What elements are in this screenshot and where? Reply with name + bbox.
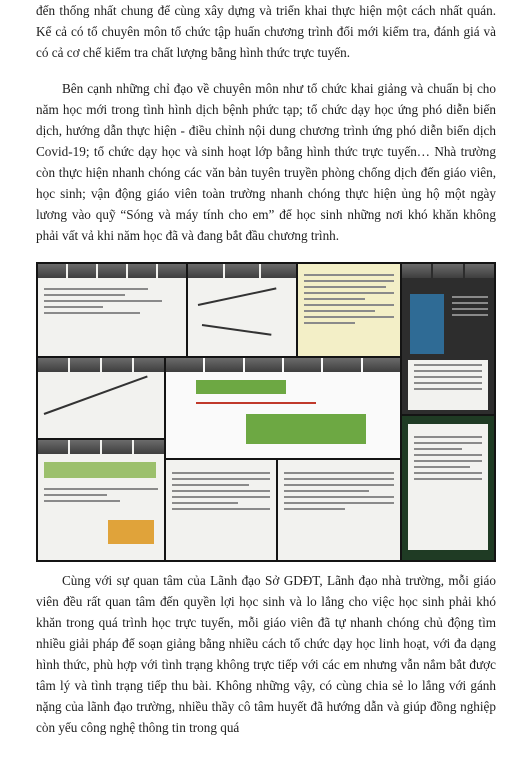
paragraph-teachers: Cùng với sự quan tâm của Lãnh đạo Sở GDĐT, Lãnh đạo nhà trường, mỗi giáo viên đều rất quan tâm đến quyền lợi học sinh và lo lắng cho việc học sinh phải khó khăn trong quá trình học trực tuyến, mỗi giáo viên đã tự nhanh chóng chủ động tìm nhiều giải pháp để soạn giảng bằng nhiều cách tổ chức dạy học linh hoạt, với đa dạng hình thức, phù hợp với tình trạng không trực tiếp với các em nhưng vẫn nắm bắt được tâm lý và tình trạng tiếp thu bài. Không những vậy, có cùng chia sẻ lo lắng với gánh nặng của lãnh đạo trường, nhiều thầy cô tâm huyết đã hướng dẫn và giúp đồng nghiệp còn yếu công nghệ thông tin trong quá xyxy=(36,573,496,735)
concept-slide-screenshot xyxy=(166,358,400,458)
tablet-call-screenshot xyxy=(402,416,494,560)
document-slide-screenshot xyxy=(278,460,400,560)
handwriting-screenshot xyxy=(188,264,296,356)
math-slide-screenshot xyxy=(38,358,164,438)
quiz-slide-screenshot xyxy=(38,440,164,560)
online-teaching-screenshot-collage xyxy=(36,262,496,562)
paragraph-directives: Bên cạnh những chỉ đạo về chuyên môn như tổ chức khai giảng và chuẩn bị cho năm học mới trong tình hình dịch bệnh phức tạp; tổ chức dạy học ứng phó diễn biến dịch, hướng dẫn thực hiện - điều chỉnh nội dung chương trình ứng phó diễn biến dịch Covid-19; tổ chức dạy học và sinh hoạt lớp bằng hình thức trực tuyến… Nhà trường còn thực hiện nhanh chóng các văn bản tuyên truyền phòng chống dịch đến giáo viên, học sinh; vận động giáo viên toàn trường nhanh chóng thực hiện ủng hộ một ngày lương vào quỹ “Sóng và máy tính cho em” để học sinh những nơi khó khăn không phải vất vả khi năm học đã và đang bắt đầu chương trình. xyxy=(36,81,496,243)
lesson-slide-screenshot xyxy=(298,264,400,356)
video-call-screenshot xyxy=(38,264,186,356)
question-slide-screenshot xyxy=(166,460,276,560)
map-slide-screenshot xyxy=(402,264,494,414)
paragraph-continued: đến thống nhất chung để cùng xây dựng và triển khai thực hiện một cách nhất quán. Kể cả có tổ chuyên môn tổ chức tập huấn chương trình đổi mới kiểm tra, đánh giá và có cả cơ chế kiểm tra chất lượng bằng hình thức trực tuyến. xyxy=(36,3,496,60)
